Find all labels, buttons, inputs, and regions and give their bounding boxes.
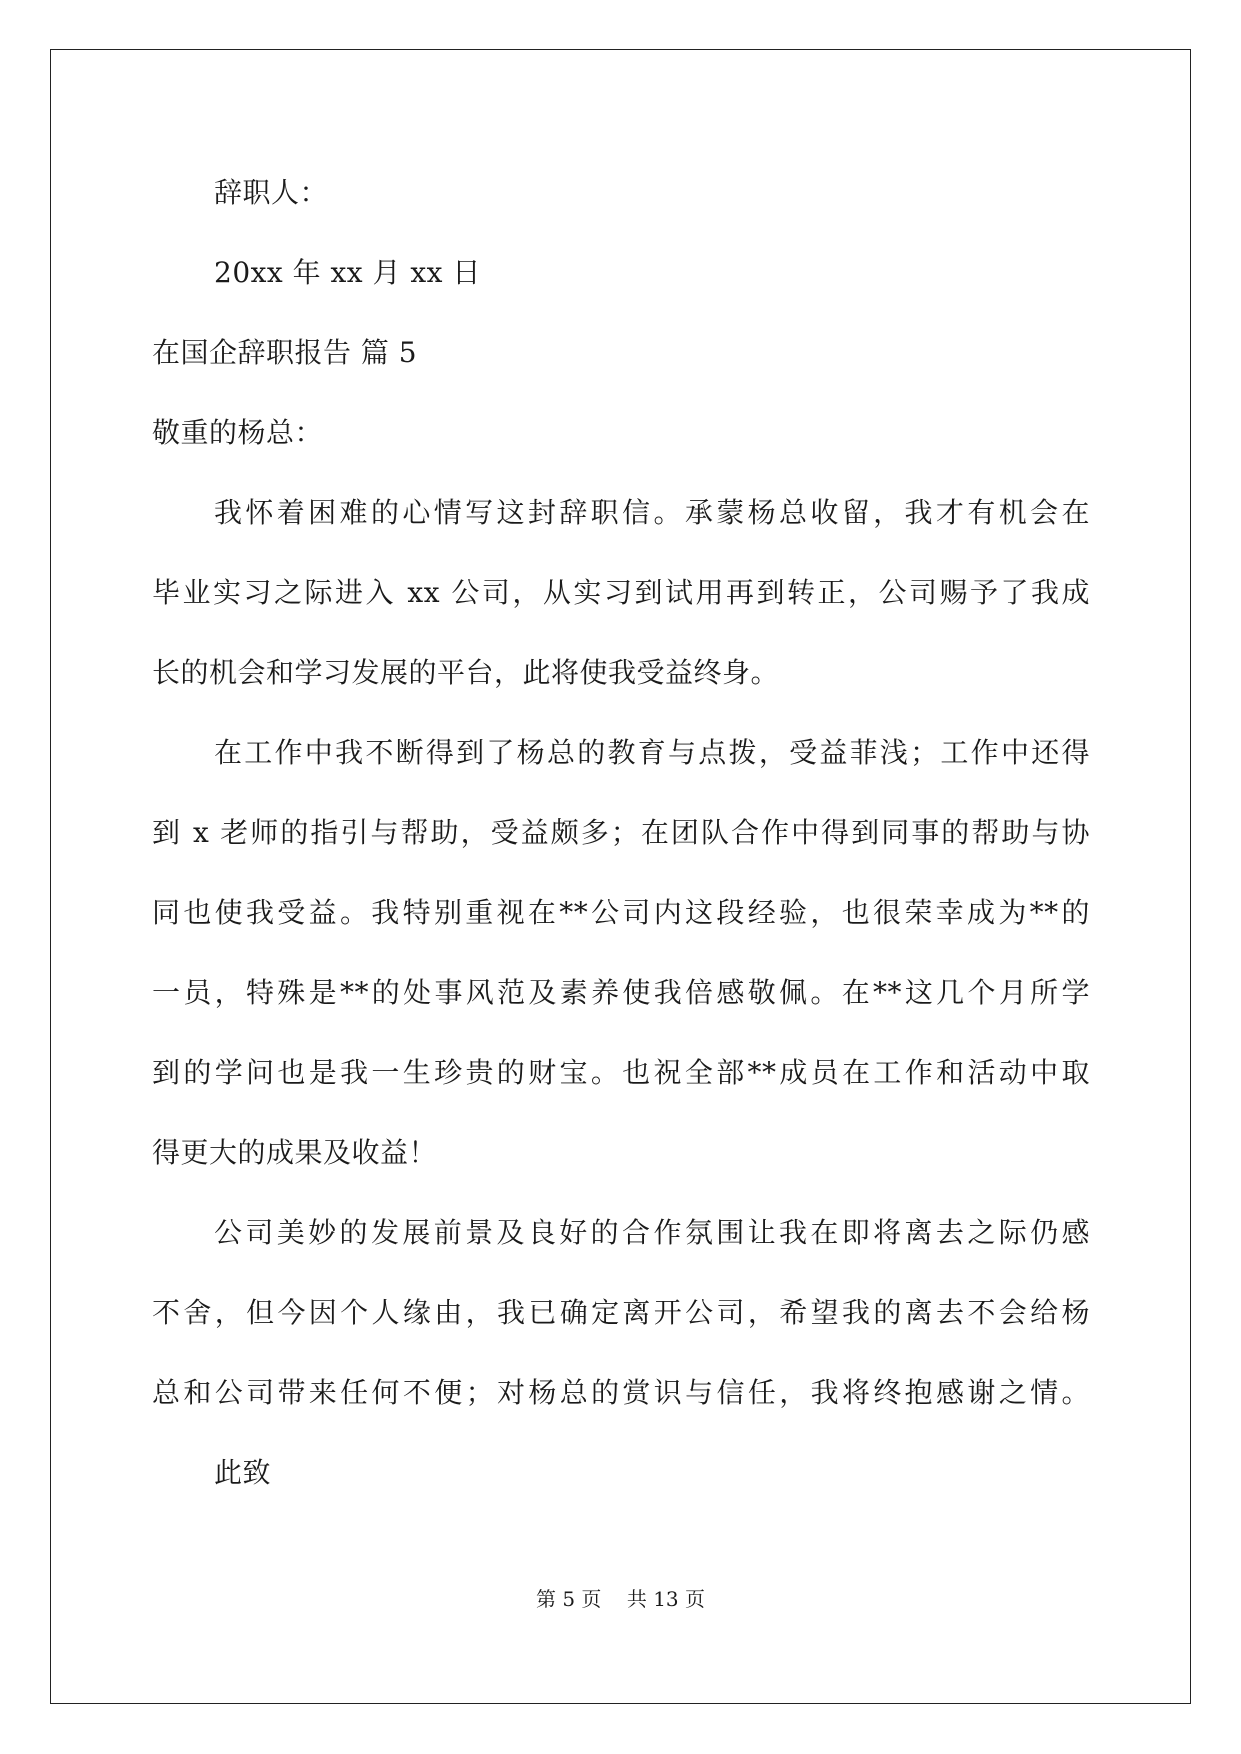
paragraph-line: 在工作中我不断得到了杨总的教育与点拨，受益菲浅；工作中还得 — [214, 736, 1090, 769]
paragraph-line: 到的学问也是我一生珍贵的财宝。也祝全部**成员在工作和活动中取 — [152, 1056, 1090, 1089]
date-line: 20xx 年 xx 月 xx 日 — [214, 256, 481, 289]
page-number-footer: 第 5 页 共 13 页 — [535, 1587, 706, 1611]
signer-label: 辞职人： — [214, 176, 329, 209]
paragraph-line: 得更大的成果及收益！ — [152, 1136, 438, 1169]
paragraph-line: 公司美妙的发展前景及良好的合作氛围让我在即将离去之际仍感 — [214, 1216, 1090, 1249]
paragraph-line: 到 x 老师的指引与帮助，受益颇多；在团队合作中得到同事的帮助与协 — [152, 816, 1090, 849]
paragraph-line: 不舍，但今因个人缘由，我已确定离开公司，希望我的离去不会给杨 — [152, 1296, 1090, 1329]
paragraph-line: 长的机会和学习发展的平台，此将使我受益终身。 — [152, 656, 780, 689]
salutation: 敬重的杨总： — [152, 416, 324, 449]
closing-phrase: 此致 — [214, 1456, 272, 1489]
paragraph-line: 我怀着困难的心情写这封辞职信。承蒙杨总收留，我才有机会在 — [214, 496, 1090, 529]
paragraph-line: 一员，特殊是**的处事风范及素养使我倍感敬佩。在**这几个月所学 — [152, 976, 1090, 1009]
paragraph-line: 同也使我受益。我特别重视在**公司内这段经验，也很荣幸成为**的 — [152, 896, 1090, 929]
paragraph-line: 毕业实习之际进入 xx 公司，从实习到试用再到转正，公司赐予了我成 — [152, 576, 1090, 609]
paragraph-line: 总和公司带来任何不便；对杨总的赏识与信任，我将终抱感谢之情。 — [152, 1376, 1090, 1409]
section-heading: 在国企辞职报告 篇 5 — [152, 336, 418, 369]
